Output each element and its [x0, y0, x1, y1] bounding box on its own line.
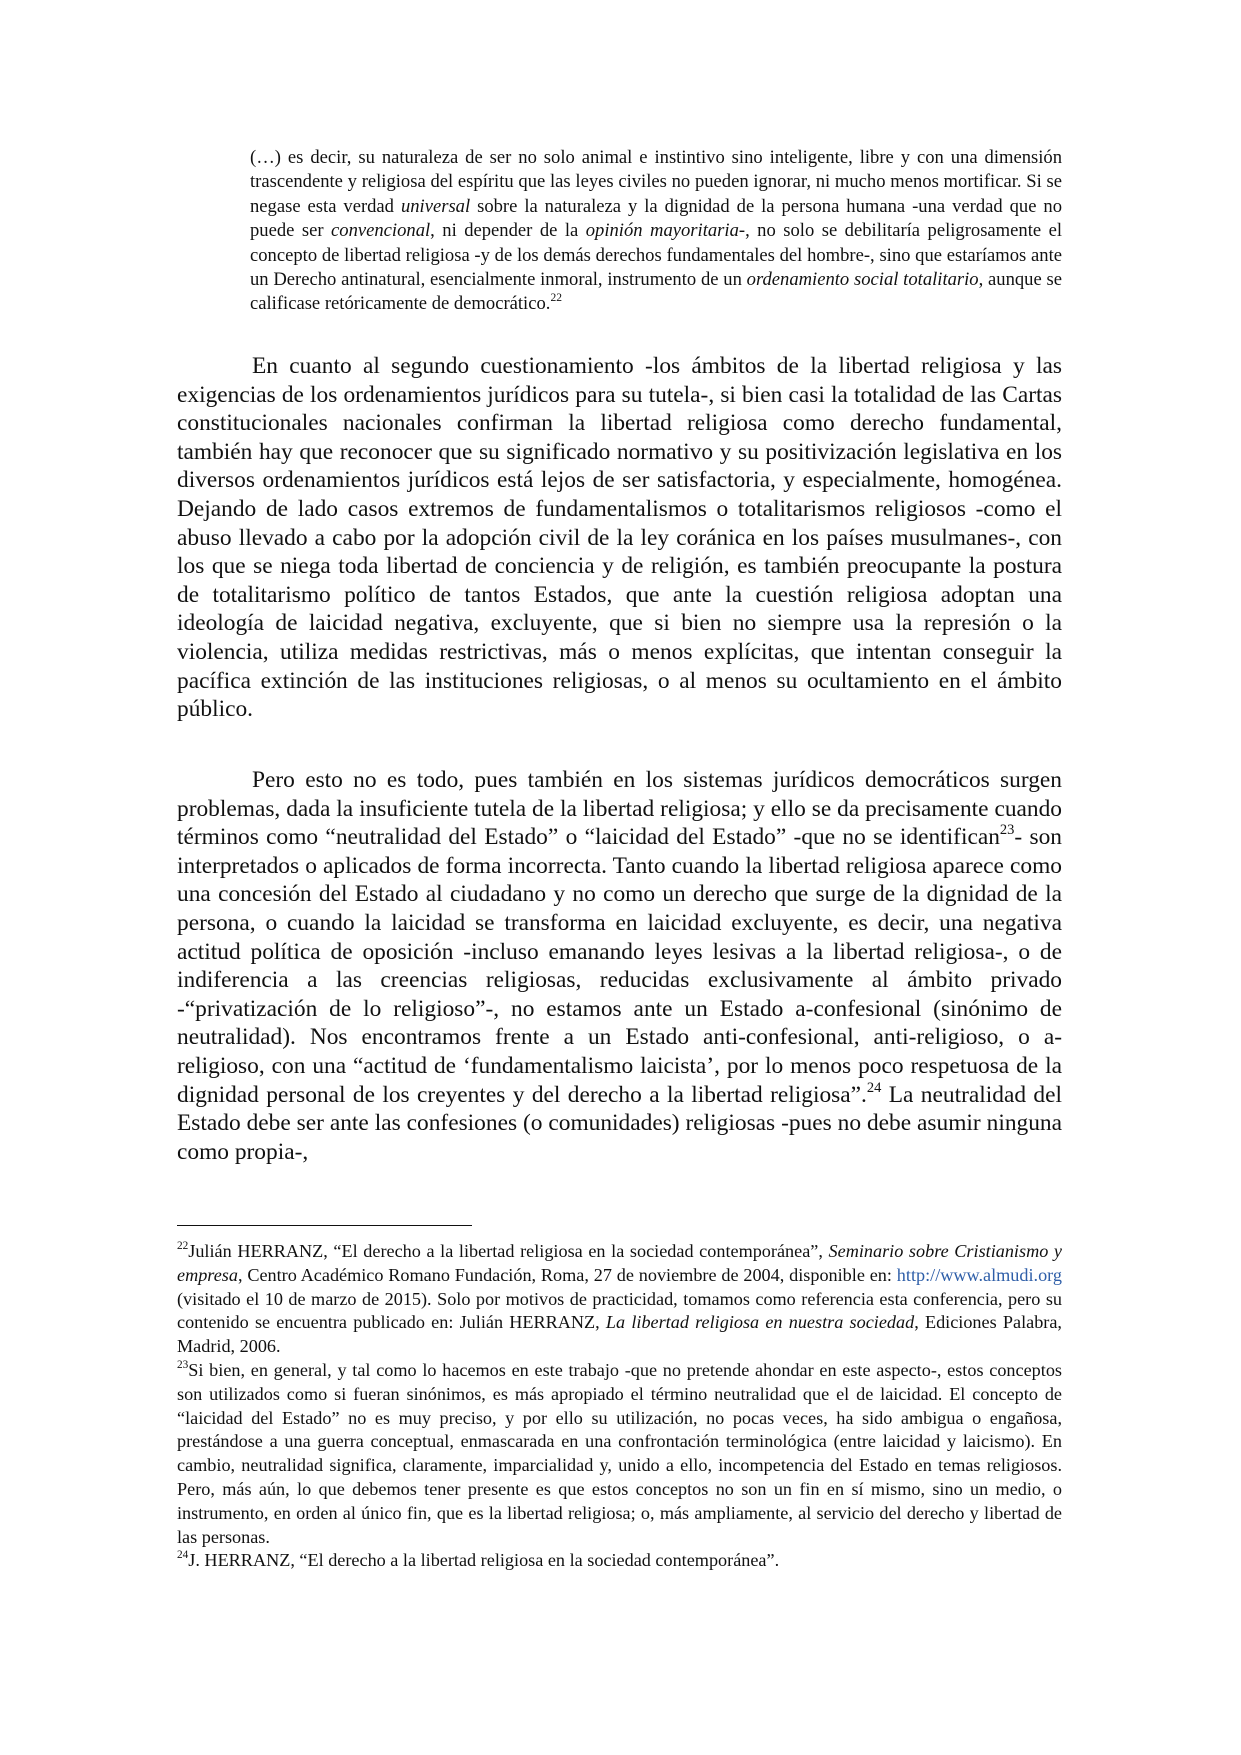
quote-emphasis: universal: [400, 195, 471, 217]
quote-emphasis: ordenamiento social totalitario: [746, 269, 979, 291]
footnote-emphasis: Seminario sobre Cristianismo y empresa: [177, 1241, 1062, 1285]
quote-emphasis: convencional: [331, 220, 431, 242]
footnote-number: 23: [177, 1359, 189, 1372]
footnote-23: [177, 1359, 1062, 1549]
footnote-ref-22[interactable]: 22: [550, 292, 562, 305]
paragraph-segment: La neutralidad del Estado debe ser ante las confesiones (o comunidades) religiosas -pues no debe asumir ninguna como propia-,: [177, 1081, 1062, 1165]
almudi-link[interactable]: http://www.almudi.org: [896, 1264, 1062, 1285]
footnote-text: Julián HERRANZ, “El derecho a la libertad religiosa en la sociedad contemporánea”,: [188, 1241, 829, 1261]
footnote-text: Si bien, en general, y tal como lo hacemos en este trabajo -que no pretende ahondar en este aspecto-, estos conceptos son utilizados como si fueran sinónimos, es más apropiado el término neutralidad que el de laicidad. El concepto de “laicidad del Estado” no es muy preciso, y por ello su utilización, no pocas veces, ha sido ambigua o engañosa, prestándose a una guerra conceptual, enmascarada en una confrontación terminológica (entre laicidad y laicismo). En cambio, neutralidad significa, claramente, imparcialidad y, unido a ello, incompetencia del Estado en temas religiosos. Pero, más aún, lo que debemos tener presente es que estos conceptos no son un fin en sí mismo, sino un medio, o instrumento, en orden al único fin, que es la libertad religiosa; o, más ampliamente, al servicio del derecho y libertad de las personas.: [177, 1359, 1062, 1547]
footnote-separator: [177, 1225, 472, 1226]
footnote-emphasis: La libertad religiosa en nuestra sociedad: [605, 1312, 915, 1333]
paragraph-segment: Pero esto no es todo, pues también en los sistemas jurídicos democráticos surgen problemas, dada la insuficiente tutela de la libertad religiosa; y ello se da precisamente cuando términos como “neutralidad del Estado” o “laicidad del Estado” -que no se identifican: [177, 767, 1062, 851]
quote-emphasis: opinión mayoritaria: [585, 220, 739, 242]
quote-text: , aunque se calificase retóricamente de democrático.: [250, 269, 1062, 315]
footnote-text: , Centro Académico Romano Fundación, Roma, 27 de noviembre de 2004, disponible en:: [237, 1264, 897, 1285]
quote-text: -, no solo se debilitaría peligrosamente el concepto de libertad religiosa -y de los demás derechos fundamentales del hombre-, sino que estaríamos ante un Derecho antinatural, esencialmente inmoral, instrumento de un: [250, 220, 1062, 291]
quote-text: , ni depender de la: [430, 220, 586, 242]
footnotes: [177, 1240, 1062, 1573]
block-quote: [250, 146, 1062, 317]
footnote-ref-23[interactable]: 23: [999, 822, 1015, 839]
footnote-text: , Ediciones Palabra, Madrid, 2006.: [177, 1312, 1062, 1357]
paragraph-segment: - son interpretados o aplicados de forma incorrecta. Tanto cuando la libertad religiosa aparece como una concesión del Estado al ciudadano y no como un derecho que surge de la dignidad de la persona, o cuando la laicidad se transforma en laicidad excluyente, es decir, una negativa actitud política de oposición -incluso emanando leyes lesivas a la libertad religiosa-, o de indiferencia a las creencias religiosas, reducidas exclusivamente al ámbito privado -“privatización de lo religioso”-, no estamos ante un Estado a-confesional (sinónimo de neutralidad). Nos encontramos frente a un Estado anti-confesional, anti-religioso, o a-religioso, con una “actitud de ‘fundamentalismo laicista’, por lo menos poco respetuosa de la dignidad personal de los creyentes y del derecho a la libertad religiosa”.: [177, 824, 1062, 1108]
quote-text: sobre la naturaleza y la dignidad de la persona humana -una verdad que no puede ser: [250, 195, 1063, 242]
footnote-number: 24: [177, 1549, 189, 1562]
paragraph-text: [177, 766, 1062, 1166]
quote-paragraph: [250, 146, 1062, 317]
paragraph-text: En cuanto al segundo cuestionamiento -los ámbitos de la libertad religiosa y las exigencias de los ordenamientos jurídicos para su tutela-, si bien casi la totalidad de las Cartas constitucionales nacionales confirman la libertad religiosa como derecho fundamental, también hay que reconocer que su significado normativo y su positivización legislativa en los diversos ordenamientos jurídicos está lejos de ser satisfactoria, y especialmente, homogénea. Dejando de lado casos extremos de fundamentalismos o totalitarismos religiosos -como el abuso llevado a cabo por la adopción civil de la ley coránica en los países musulmanes-, con los que se niega toda libertad de conciencia y de religión, es también preocupante la postura de totalitarismo político de tantos Estados, que ante la cuestión religiosa adoptan una ideología de laicidad negativa, excluyente, que si bien no siempre usa la represión o la violencia, utiliza medidas restrictivas, más o menos explícitas, que intentan conseguir la pacífica extinción de las instituciones religiosas, o al menos su ocultamiento en el ámbito público.: [177, 353, 1062, 723]
footnote-22: [177, 1240, 1062, 1359]
footnote-ref-24[interactable]: 24: [866, 1079, 882, 1096]
footnote-text: J. HERRANZ, “El derecho a la libertad religiosa en la sociedad contemporánea”.: [188, 1550, 780, 1571]
quote-text: (…) es decir, su naturaleza de ser no solo animal e instintivo sino inteligente, libre y con una dimensión trascendente y religiosa del espíritu que las leyes civiles no pueden ignorar, ni mucho menos mortificar. Si se negase esta verdad: [250, 147, 1062, 217]
body-paragraph-1: [177, 352, 1062, 724]
footnote-24: [177, 1549, 1062, 1573]
footnote-text: (visitado el 10 de marzo de 2015). Solo por motivos de practicidad, tomamos como referencia esta conferencia, pero su contenido se encuentra publicado en: Julián HERRANZ,: [177, 1288, 1062, 1333]
footnote-number: 22: [177, 1240, 189, 1253]
body-paragraph-2: [177, 766, 1062, 1166]
